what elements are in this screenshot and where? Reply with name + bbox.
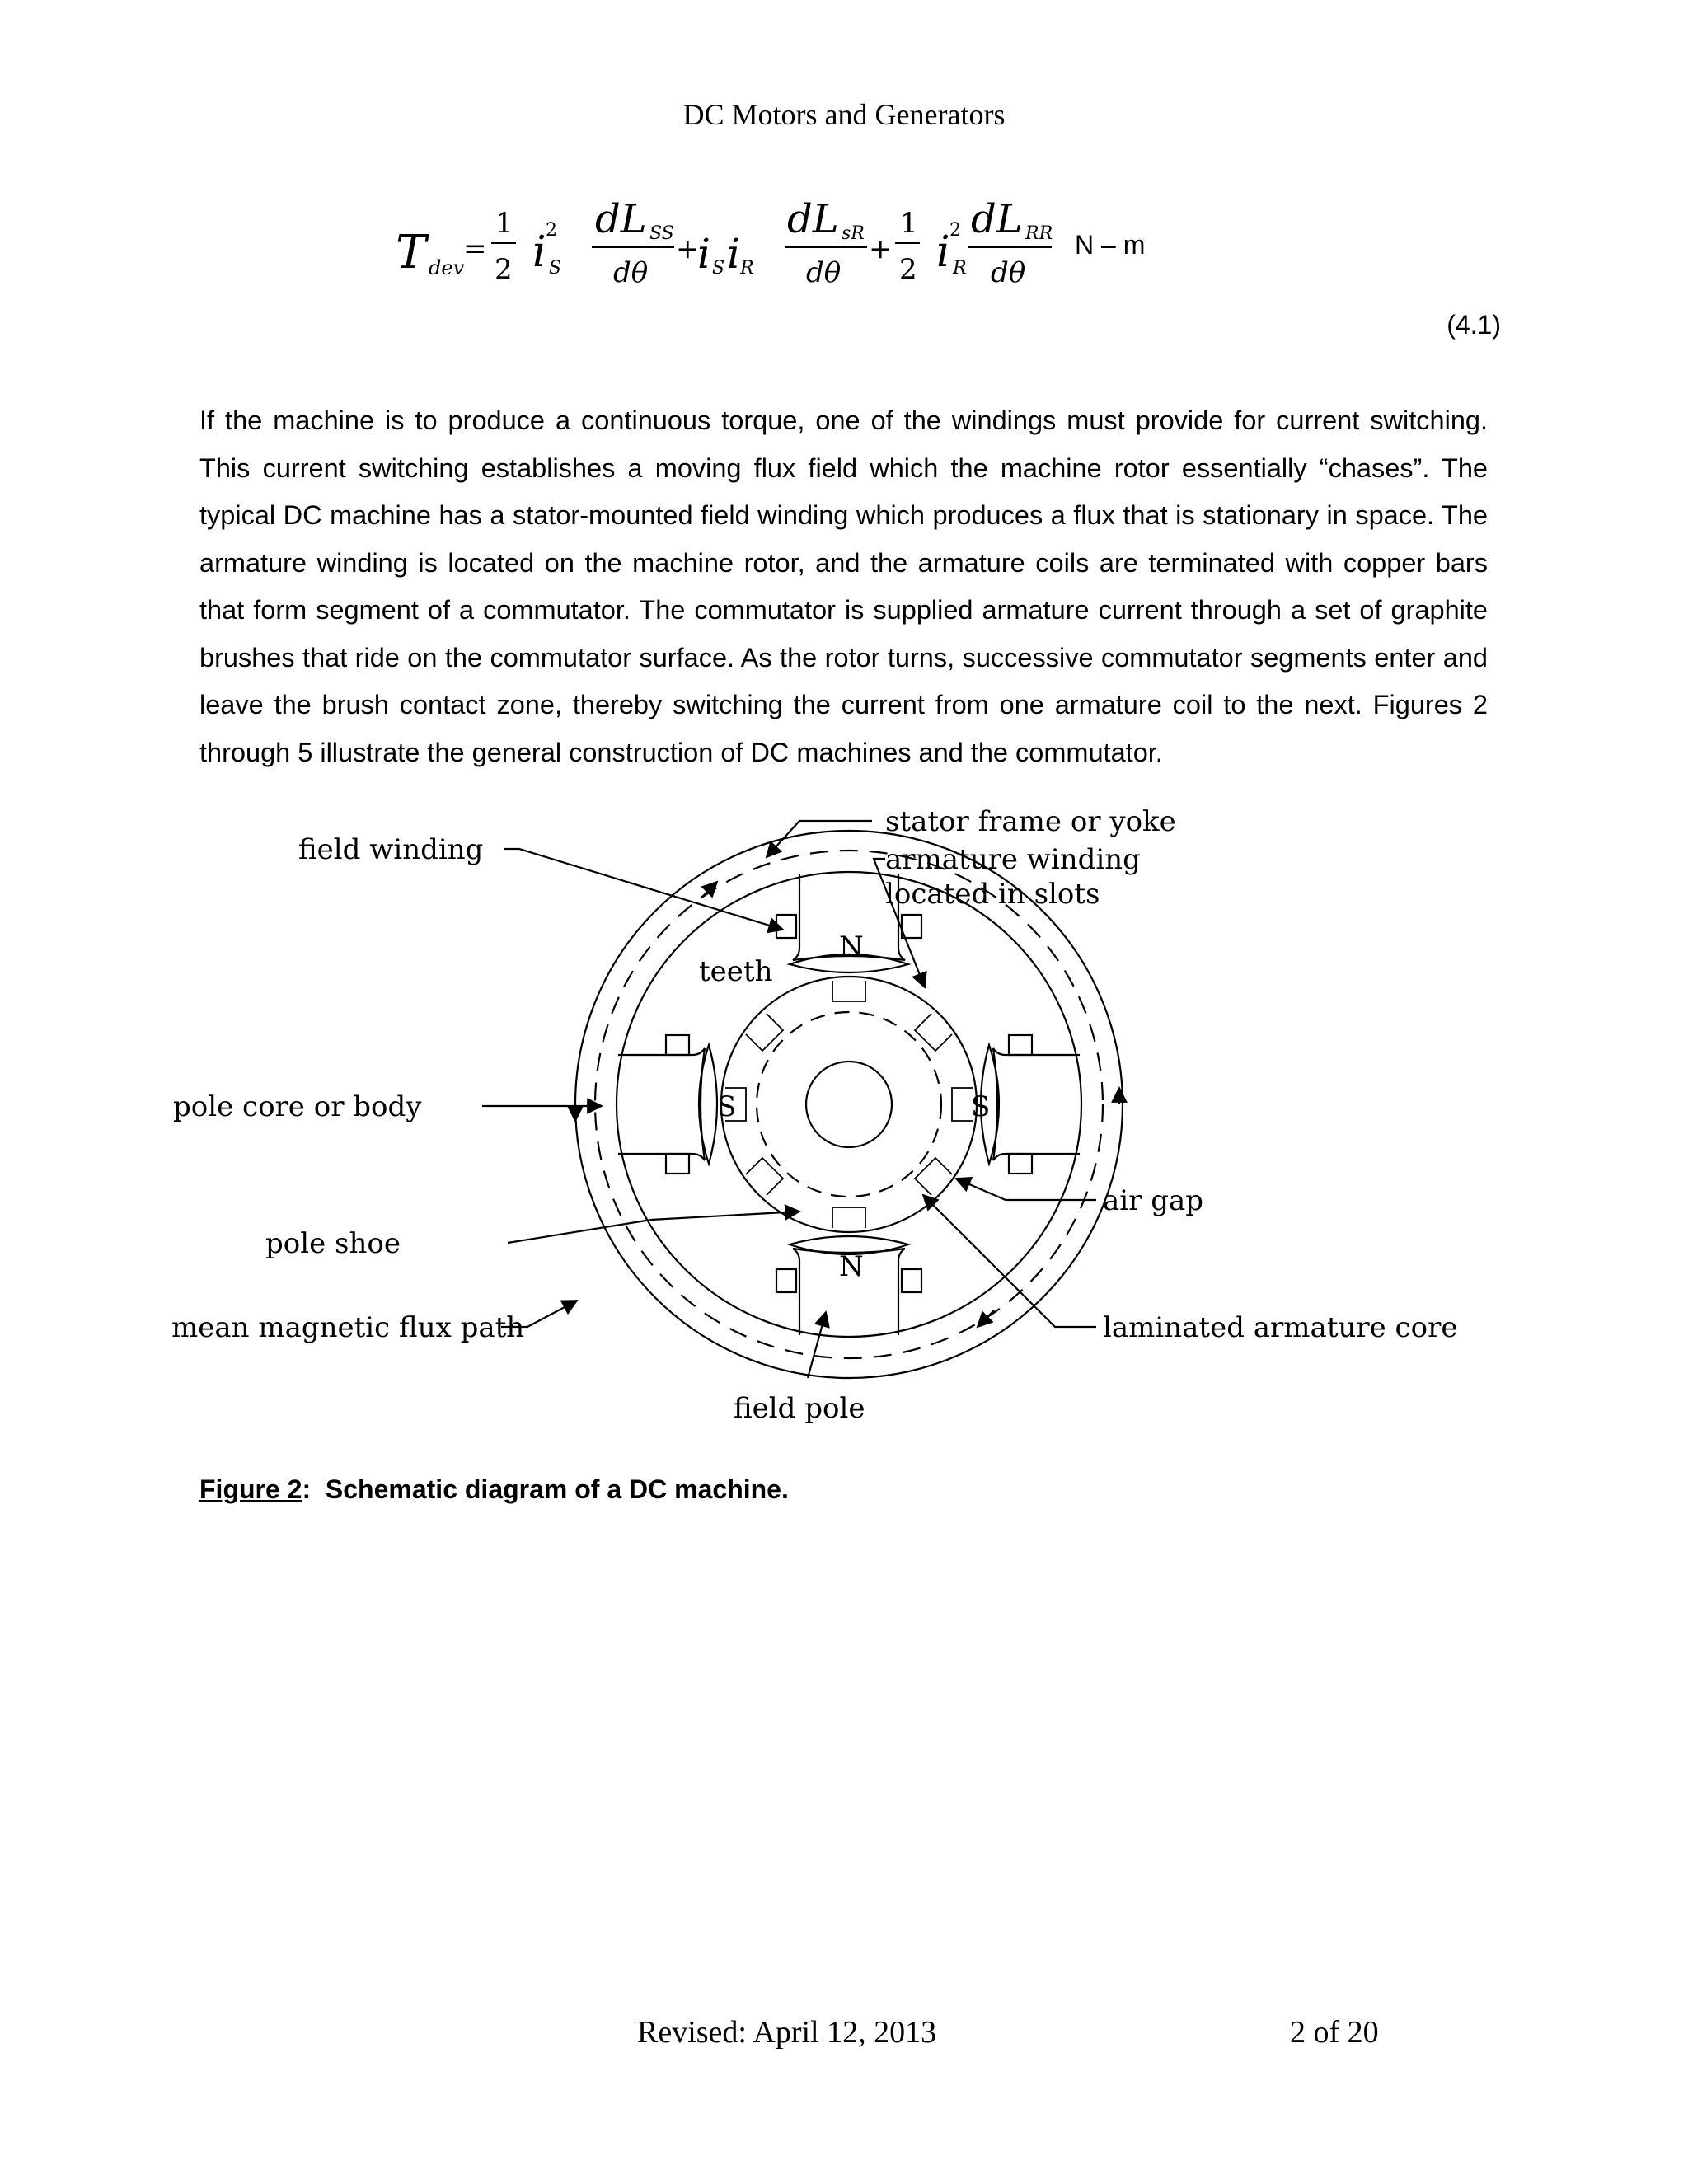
running-header: DC Motors and Generators: [682, 98, 1006, 131]
eq-frac2-den: dθ: [613, 256, 649, 289]
eq-frac5-num: dL: [971, 196, 1023, 242]
rotor-slots-ring: [757, 1012, 941, 1197]
eq-i3: i: [727, 230, 740, 278]
eq-lhs: T: [396, 226, 427, 279]
footer-page-number: 2 of 20: [1290, 2015, 1379, 2050]
eq-frac4-num: 1: [900, 207, 918, 240]
eq-equals: =: [463, 232, 487, 265]
eq-i1: i: [532, 227, 546, 277]
rotor-outer: [721, 977, 977, 1232]
equation-number: (4.1): [1447, 310, 1501, 340]
label-air-gap: air gap: [1103, 1184, 1204, 1217]
eq-lhs-sub: dev: [429, 256, 465, 279]
pole-n-bottom: N: [839, 1250, 864, 1283]
eq-i3-sub: R: [740, 258, 754, 279]
eq-units: N – m: [1075, 230, 1146, 260]
pole-n-top: N: [839, 930, 864, 963]
label-pole-core: pole core or body: [173, 1090, 422, 1123]
eq-i4-sq: 2: [950, 220, 961, 241]
label-field-pole: field pole: [734, 1392, 865, 1425]
eq-i2-sub: S: [712, 258, 725, 279]
pole-s-left: S: [717, 1090, 737, 1123]
eq-frac3-num: dL: [787, 196, 839, 242]
label-mean-flux-path: mean magnetic flux path: [171, 1311, 525, 1344]
eq-frac3-num-sub: sR: [842, 223, 865, 244]
stator-outer: [575, 831, 1123, 1378]
eq-frac5-num-sub: RR: [1025, 223, 1053, 244]
eq-i1-sq: 2: [546, 220, 557, 241]
eq-frac1-den: 2: [495, 253, 513, 286]
figure-caption: [199, 1474, 789, 1505]
eq-i2: i: [697, 230, 710, 278]
label-armature-winding-2: located in slots: [885, 878, 1100, 911]
eq-frac1-num: 1: [495, 207, 513, 240]
torque-equation: [0, 181, 1688, 321]
figure-caption-text: : Schematic diagram of a DC machine.: [302, 1474, 789, 1504]
label-field-winding: field winding: [298, 833, 484, 866]
footer-revised-date: Revised: April 12, 2013: [637, 2015, 937, 2050]
eq-frac5-den: dθ: [991, 256, 1026, 289]
leader-laminated-core: [923, 1195, 1096, 1327]
eq-i4: i: [936, 227, 950, 277]
label-stator-frame: stator frame or yoke: [885, 805, 1176, 838]
eq-frac2-num-sub: SS: [649, 223, 674, 244]
eq-frac4-den: 2: [899, 253, 917, 286]
label-laminated-core: laminated armature core: [1103, 1311, 1458, 1344]
figure-caption-label: Figure 2: [199, 1474, 302, 1504]
label-teeth: teeth: [699, 955, 773, 988]
pole-south-right: [993, 1048, 1080, 1160]
leader-air-gap: [956, 1179, 1096, 1200]
eq-frac2-num: dL: [595, 196, 647, 242]
eq-i1-sub: S: [549, 258, 562, 279]
label-pole-shoe: pole shoe: [265, 1227, 401, 1260]
eq-plus1: +: [676, 232, 700, 265]
shaft: [806, 1062, 892, 1147]
leader-field-pole: [808, 1312, 826, 1378]
eq-frac3-den: dθ: [806, 256, 842, 289]
pole-s-right: S: [971, 1090, 991, 1123]
label-armature-winding-1: armature winding: [885, 843, 1141, 876]
dc-machine-diagram: [171, 791, 1458, 1451]
eq-i4-sub: R: [953, 258, 967, 279]
body-paragraph: If the machine is to produce a continuous torque, one of the windings must provide for current switching. This current switching establishes a moving flux field which the machine rotor essentially “chases”. The typical DC machine has a stator-mounted field winding which produces a flux that is stationary in space. The armature winding is located on the machine rotor, and the armature coils are terminated with copper bars that form segment of a commutator. The commutator is supplied armature current through a set of graphite brushes that ride on the commutator surface. As the rotor turns, successive commutator segments enter and leave the brush contact zone, thereby switching the current from one armature coil to the next. Figures 2 through 5 illustrate the general construction of DC machines and the commutator.: [199, 405, 1488, 767]
leader-field-winding: [504, 849, 783, 930]
eq-plus2: +: [869, 232, 893, 265]
leader-pole-shoe: [508, 1212, 799, 1243]
pole-south-left: [618, 1048, 705, 1160]
